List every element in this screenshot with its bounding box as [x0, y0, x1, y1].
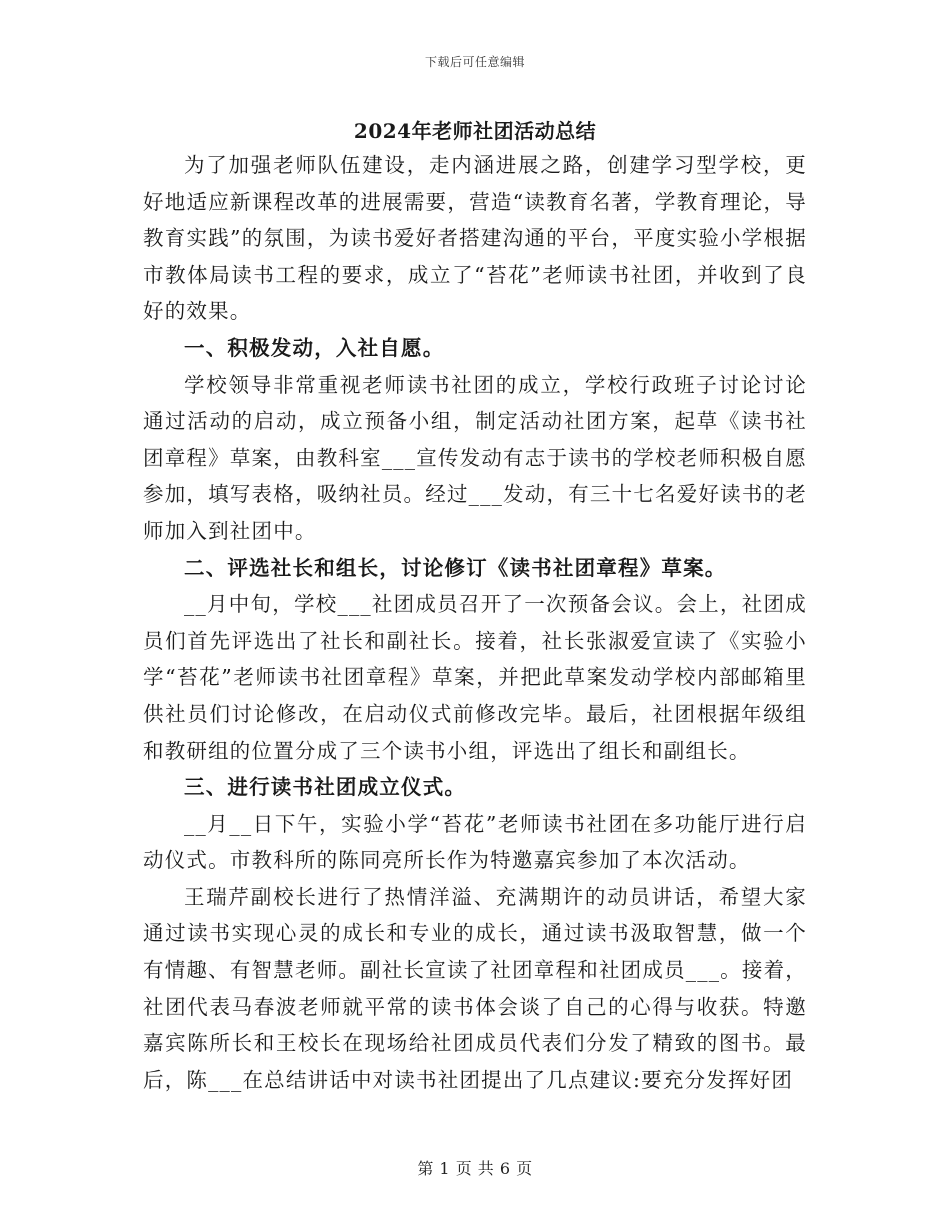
section-3-paragraph-1: __月__日下午，实验小学“苔花”老师读书社团在多功能厅进行启动仪式。市教科所的陈同亮所长作为特邀嘉宾参加了本次活动。 [143, 811, 807, 873]
section-3-paragraph-2: 王瑞芹副校长进行了热情洋溢、充满期许的动员讲话，希望大家通过读书实现心灵的成长和专业的成长，通过读书汲取智慧，做一个有情趣、有智慧老师。副社长宣读了社团章程和社团成员___。接着，社团代表马春波老师就平常的读书体会谈了自己的心得与收获。特邀嘉宾陈所长和王校长在现场给社团成员代表们分发了精致的图书。最后，陈___在总结讲话中对读书社团提出了几点建议:要充分发挥好团 [143, 884, 807, 1092]
intro-paragraph: 为了加强老师队伍建设，走内涵进展之路，创建学习型学校，更好地适应新课程改革的进展需要，营造“读教育名著，学教育理论，导教育实践”的氛围，为读书爱好者搭建沟通的平台，平度实验小学根据市教体局读书工程的要求，成立了“苔花”老师读书社团，并收到了良好的效果。 [143, 153, 807, 324]
document-title: 2024年老师社团活动总结 [353, 119, 597, 143]
document-body [143, 147, 807, 1098]
section-1-paragraph: 学校领导非常重视老师读书社团的成立，学校行政班子讨论讨论通过活动的启动，成立预备小组，制定活动社团方案，起草《读书社团章程》草案，由教科室___宣传发动有志于读书的学校老师积极自愿参加，填写表格，吸纳社员。经过___发动，有三十七名爱好读书的老师加入到社团中。 [143, 372, 807, 543]
download-note: 下载后可任意编辑 [424, 55, 525, 69]
section-1-heading: 一、积极发动，入社自愿。 [184, 335, 445, 360]
section-2-heading: 二、评选社长和组长，讨论修订《读书社团章程》草案。 [184, 555, 727, 580]
section-3-heading: 三、进行读书社团成立仪式。 [184, 775, 467, 800]
section-2-paragraph: __月中旬，学校___社团成员召开了一次预备会议。会上，社团成员们首先评选出了社长和副社长。接着，社长张淑爱宣读了《实验小学“苔花”老师读书社团章程》草案，并把此草案发动学校内部邮箱里供社员们讨论修改，在启动仪式前修改完毕。最后，社团根据年级组和教研组的位置分成了三个读书小组，评选出了组长和副组长。 [143, 592, 807, 763]
page-number: 第 1 页 共 6 页 [417, 1159, 533, 1178]
